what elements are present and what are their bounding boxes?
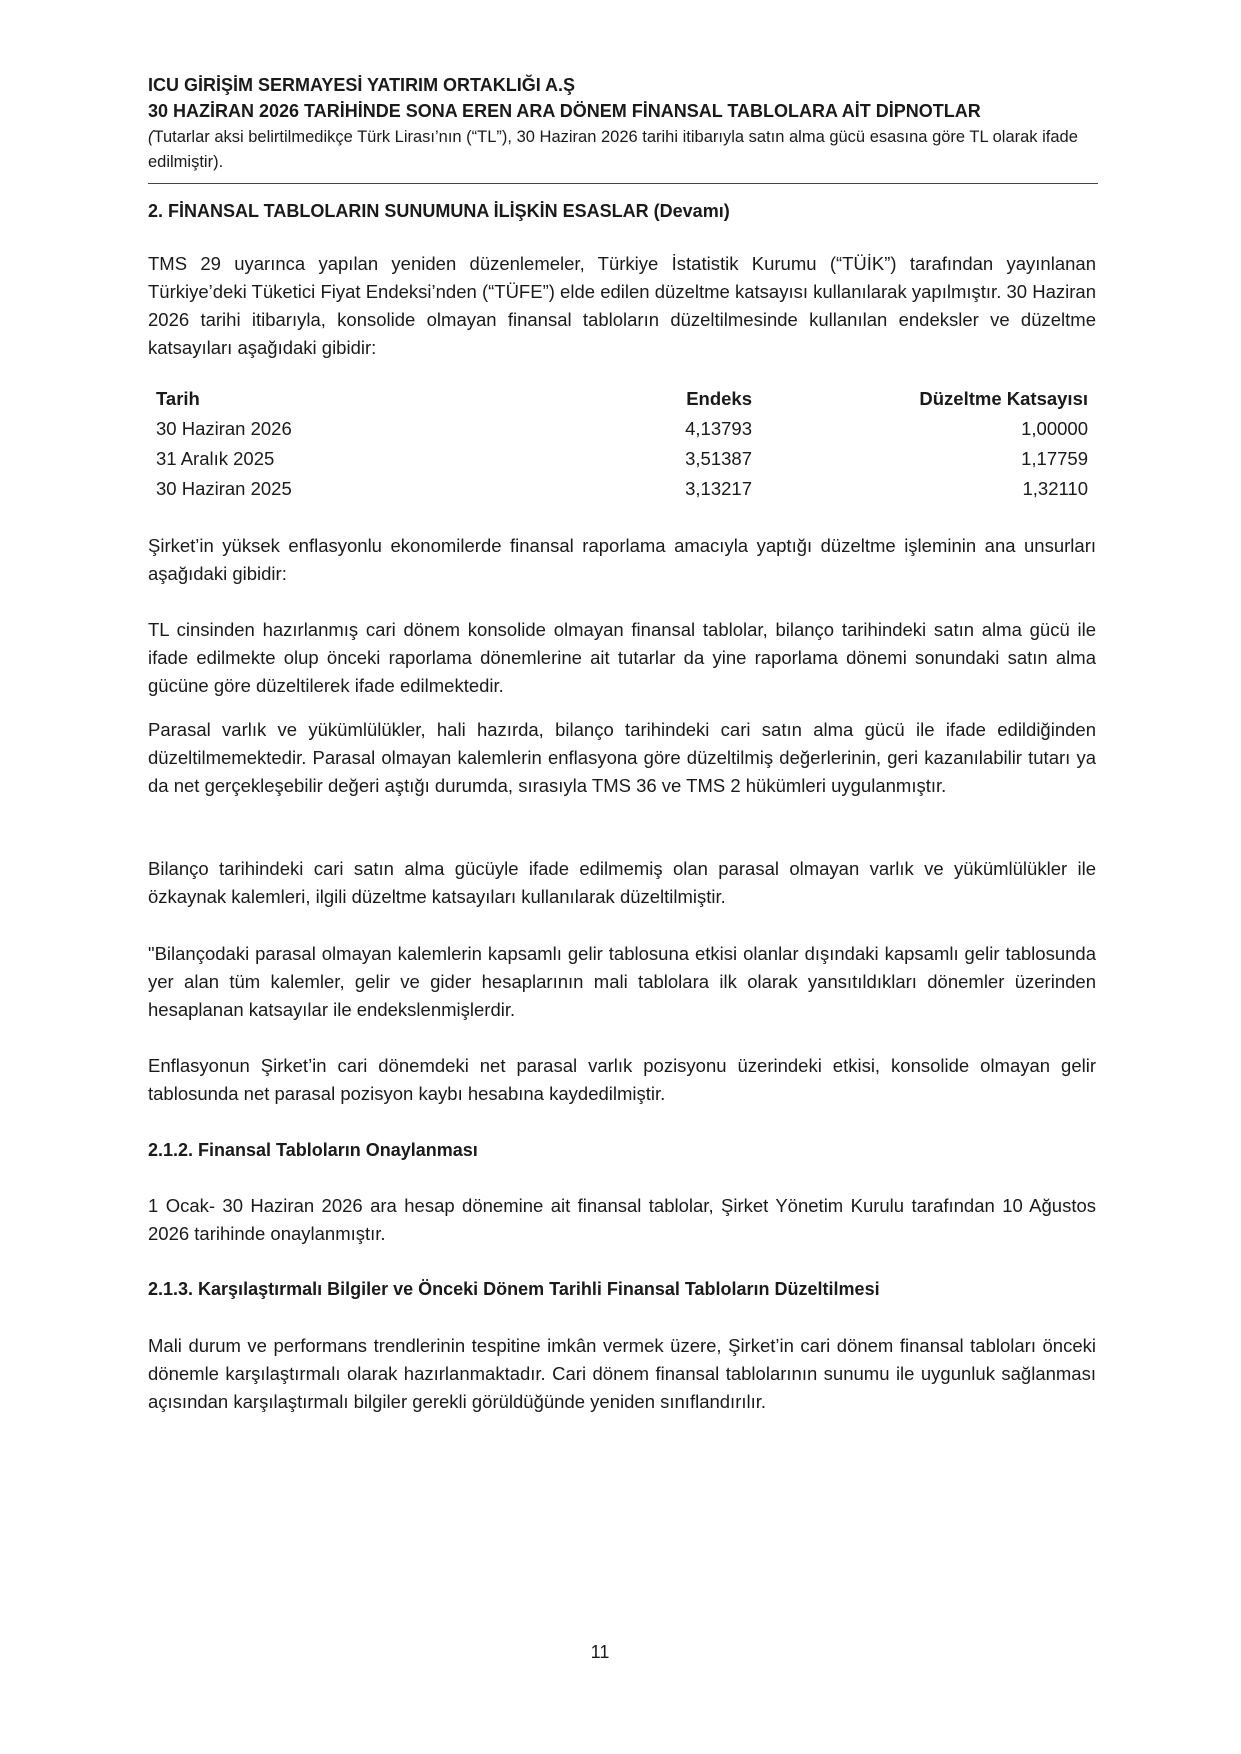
paragraph-income-statement: "Bilançodaki parasal olmayan kalemlerin kapsamlı gelir tablosuna etkisi olanlar dışındaki kapsamlı gelir tablosunda yer alan tüm kalemler, gelir ve gider hesaplarının mali tablolara ilk olarak yansıtıldıkları dönemler üzerinden hesaplanan katsayılar ile endekslenmişlerdir. — [148, 943, 1096, 1020]
table-cell-index: 3,13217 — [685, 478, 752, 499]
paragraph-non-monetary-items: Bilanço tarihindeki cari satın alma gücüyle ifade edilmemiş olan parasal olmayan varlık ve yükümlülükler ile özkaynak kalemleri, ilgili düzeltme katsayıları kullanılarak düzeltilmiştir. — [148, 858, 1096, 907]
report-title: 30 HAZİRAN 2026 TARİHİNDE SONA EREN ARA DÖNEM FİNANSAL TABLOLARA AİT DİPNOTLAR — [148, 101, 981, 121]
index-table-header-date: Tarih — [156, 388, 200, 409]
table-cell-coefficient: 1,32110 — [1022, 478, 1088, 499]
paragraph-approval: 1 Ocak- 30 Haziran 2026 ara hesap dönemine ait finansal tablolar, Şirket Yönetim Kurulu tarafından 10 Ağustos 2026 tarihinde onaylanmıştır. — [148, 1195, 1096, 1244]
page-number: 11 — [590, 1642, 610, 1662]
table-cell-index: 4,13793 — [685, 418, 752, 439]
header-note-text: Tutarlar aksi belirtilmedikçe Türk Lirası’nın (“TL”), 30 Haziran 2026 tarihi itibarıyla satın alma gücü esasına göre TL olarak ifade edilmiştir). — [148, 128, 1078, 171]
paragraph-current-period: TL cinsinden hazırlanmış cari dönem konsolide olmayan finansal tablolar, bilanço tarihindeki satın alma gücü ile ifade edilmekte olup önceki raporlama dönemlerine ait tutarlar da yine raporlama dönemi sonundaki satın alma gücüne göre düzeltilerek ifade edilmektedir. — [148, 619, 1096, 696]
paragraph-net-monetary-position: Enflasyonun Şirket’in cari dönemdeki net parasal varlık pozisyonu üzerindeki etkisi, konsolide olmayan gelir tablosunda net parasal pozisyon kaybı hesabına kaydedilmiştir. — [148, 1055, 1096, 1104]
index-table-header-row — [148, 384, 1096, 414]
table-row — [148, 414, 1096, 444]
table-cell-index: 3,51387 — [685, 448, 752, 469]
header-note-prefix: ( — [148, 128, 154, 146]
table-cell-coefficient: 1,00000 — [1021, 418, 1088, 439]
table-cell-date: 31 Aralık 2025 — [156, 448, 275, 469]
paragraph-adjustment-elements: Şirket’in yüksek enflasyonlu ekonomilerde finansal raporlama amacıyla yaptığı düzeltme işleminin ana unsurları aşağıdaki gibidir: — [148, 535, 1096, 584]
index-table-header-coefficient: Düzeltme Katsayısı — [919, 388, 1088, 409]
index-table — [148, 384, 1096, 504]
header-divider — [148, 183, 1098, 184]
table-row — [148, 444, 1096, 474]
paragraph-tms29: TMS 29 uyarınca yapılan yeniden düzenlemeler, Türkiye İstatistik Kurumu (“TÜİK”) tarafından yayınlanan Türkiye’deki Tüketici Fiyat Endeksi’nden (“TÜFE”) elde edilen düzeltme katsayısı kullanılarak yapılmıştır. 30 Haziran 2026 tarihi itibarıyla, konsolide olmayan finansal tabloların düzeltilmesinde kullanılan endeksler ve düzeltme katsayıları aşağıdaki gibidir: — [148, 253, 1096, 358]
subheading-comparative-info: 2.1.3. Karşılaştırmalı Bilgiler ve Önceki Dönem Tarihli Finansal Tabloların Düzeltilmesi — [148, 1279, 880, 1299]
section-title: 2. FİNANSAL TABLOLARIN SUNUMUNA İLİŞKİN ESASLAR (Devamı) — [148, 201, 730, 221]
page-header — [148, 72, 1096, 175]
table-cell-date: 30 Haziran 2026 — [156, 418, 292, 439]
subheading-approval: 2.1.2. Finansal Tabloların Onaylanması — [148, 1140, 478, 1160]
index-table-header-index: Endeks — [686, 388, 752, 409]
table-row — [148, 474, 1096, 504]
table-cell-coefficient: 1,17759 — [1021, 448, 1088, 469]
paragraph-comparative-info: Mali durum ve performans trendlerinin tespitine imkân vermek üzere, Şirket’in cari dönem finansal tabloları önceki dönemle karşılaştırmalı olarak hazırlanmaktadır. Cari dönem finansal tablolarının sunumu ile uygunluk sağlanması açısından karşılaştırmalı bilgiler gerekli görüldüğünde yeniden sınıflandırılır. — [148, 1335, 1096, 1412]
paragraph-monetary-items: Parasal varlık ve yükümlülükler, hali hazırda, bilanço tarihindeki cari satın alma gücü ile ifade edildiğinden düzeltilmemektedir. Parasal olmayan kalemlerin enflasyona göre düzeltilmiş değerlerinin, geri kazanılabilir tutarı ya da net gerçekleşebilir değeri aştığı durumda, sırasıyla TMS 36 ve TMS 2 hükümleri uygulanmıştır. — [148, 719, 1096, 796]
header-note — [148, 125, 1096, 175]
company-name: ICU GİRİŞİM SERMAYESİ YATIRIM ORTAKLIĞI A.Ş — [148, 75, 576, 95]
table-cell-date: 30 Haziran 2025 — [156, 478, 292, 499]
